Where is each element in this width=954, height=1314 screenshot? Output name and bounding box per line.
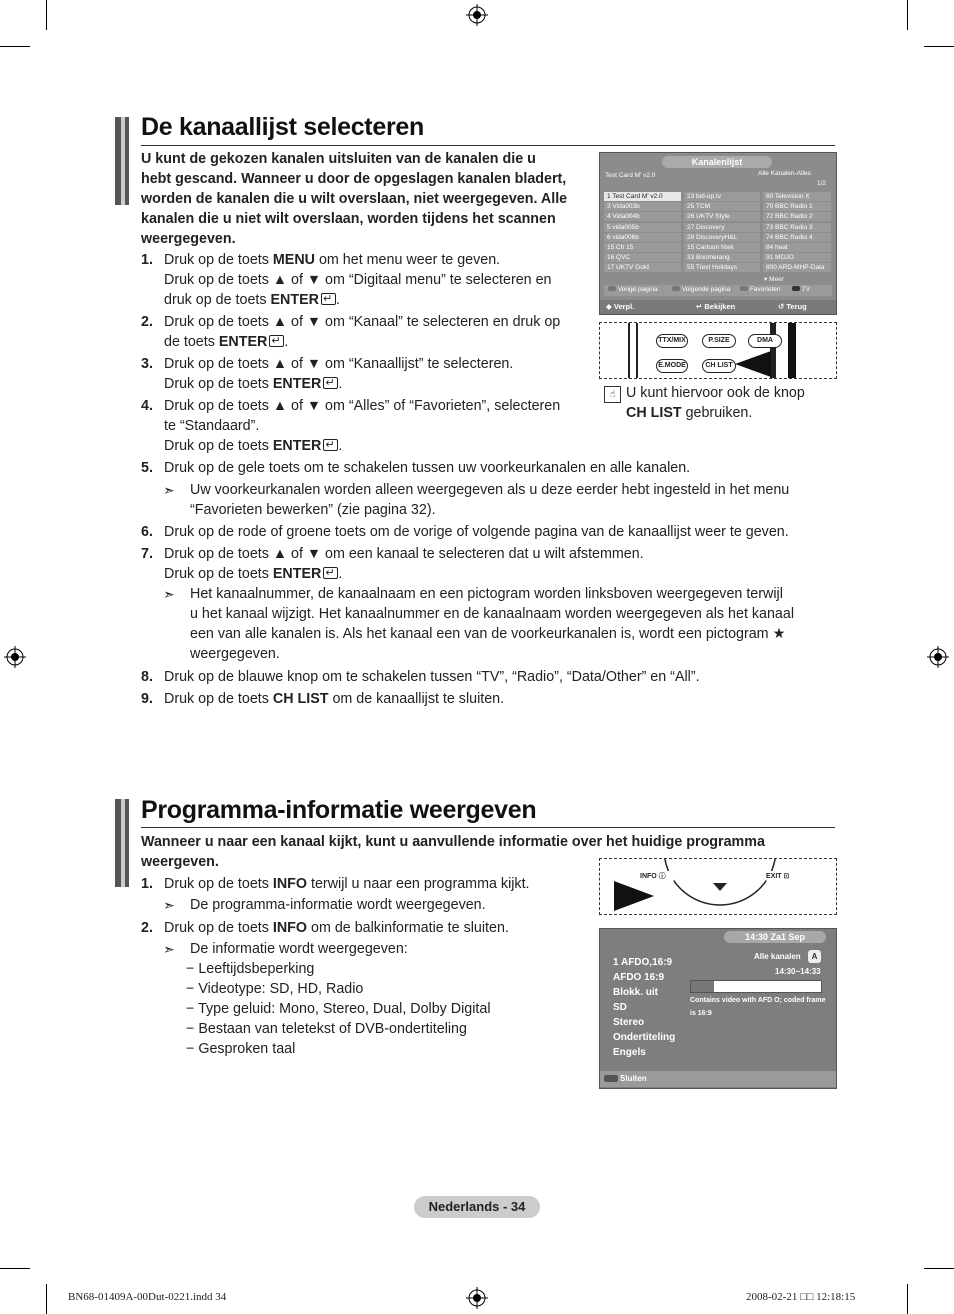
channel-row[interactable] [604,223,681,232]
section-bar-highlight [121,799,125,887]
channel-row[interactable] [684,192,760,201]
note-arrow-icon: ➣ [163,482,175,498]
current-channel: Test Card M' v2.0 [605,172,656,179]
enter-icon [269,335,284,347]
note-info-list: ➣ De informatie wordt weergegeven: [163,941,408,957]
channel-row[interactable] [763,202,831,211]
nav-bar: ◆ Verpl. ↵ Bekijken ↺ Terug [600,300,836,314]
channel-row[interactable] [763,243,831,252]
more-label: ▾ Meer [764,276,784,283]
channel-name: 23 bid-up.tv [687,193,721,200]
remote-control-illustration [599,322,837,379]
channel-name: 3 Vida003b [607,203,640,211]
channel-row[interactable] [684,263,760,272]
step-2: 2. Druk op de toets INFO om de balkinformatie te sluiten. [141,920,509,936]
info-item-list [186,959,586,1059]
section-title: Programma-informatie weergeven [141,796,537,824]
channel-name: 55 Ttext Holidays [687,264,738,272]
channel-name: 25 TCM [687,203,710,211]
channel-row[interactable] [604,212,681,221]
channel-group: Alle kanalen [754,952,801,961]
enter-icon [323,377,338,389]
step-8: 8. Druk op de blauwe knop om te schakelen tussen “TV”, “Radio”, “Data/Other” en “All”. [141,669,700,685]
list-item: − Leeftijdsbeperking [186,961,315,977]
channel-row[interactable] [763,253,831,262]
enter-icon [323,567,338,579]
progress-fill [691,981,714,992]
channel-row[interactable] [604,243,681,252]
step-1: 1. Druk op de toets MENU om het menu weer te geven. Druk op de toets ▲ of ▼ om “Digitaal menu” te selecteren en druk op de toets ENTER↵ . [141,250,601,310]
close-label[interactable]: Sluiten [620,1074,647,1083]
channel-row[interactable] [763,192,831,201]
intro-text: Wanneer u naar een kanaal kijkt, kunt u aanvullende informatie over het huidige programma weergeven. [141,834,765,870]
page-indicator: 1/2 [817,180,827,187]
step-4: 4. Druk op de toets ▲ of ▼ om “Alles” of “Favorieten”, selecteren te “Standaard”. Druk op de toets ENTER↵ . [141,396,601,456]
screen-title: Kanalenlijst [662,156,772,168]
channel-name: 33 Boomerang [687,254,730,262]
channel-row[interactable] [763,263,831,272]
channel-row[interactable] [684,233,760,242]
legend-bar: Vorige pagina Volgende pagina Favorieten TV [604,285,832,296]
registration-mark-bottom [466,1287,488,1309]
ch-list-button[interactable]: CH LIST [702,359,736,373]
step-7: 7. Druk op de toets ▲ of ▼ om een kanaal te selecteren dat u wilt afstemmen. Druk op de toets ENTER↵ . [141,544,835,584]
channel-row[interactable] [684,212,760,221]
list-item: − Type geluid: Mono, Stereo, Dual, Dolby Digital [186,1001,491,1017]
section-bar-highlight [121,117,125,205]
channel-row[interactable] [684,223,760,232]
psize-button[interactable]: P.SIZE [702,334,736,348]
time-span: 14:30~14:33 [775,967,821,976]
slug-left: BN68-01409A-00Dut-0221.indd 34 [68,1291,227,1303]
section-title: De kanaallijst selecteren [141,113,424,141]
channel-row[interactable] [604,202,681,211]
note-arrow-icon: ➣ [163,586,175,602]
channel-row[interactable] [684,202,760,211]
program-description: Contains video with AFD O; coded frame [690,997,826,1004]
channel-name: 4 Vida004b [607,213,640,221]
channel-row[interactable] [604,192,681,201]
section-rule [141,145,835,146]
step-3: 3. Druk op de toets ▲ of ▼ om “Kanaallijst” te selecteren. Druk op de toets ENTER↵ . [141,354,601,394]
section-rule [141,827,835,828]
channel-name: 1 Test Card M' v2.0 [607,193,663,200]
channel-name: 74 BBC Radio 4 [766,233,813,241]
channel-name: 84 heat [766,244,788,251]
list-mode: Alle Kanalen-Alles [758,170,811,177]
intro-text: U kunt de gekozen kanalen uitsluiten van de kanalen die u hebt gescand. Wanneer u door de opgeslagen kanalen bladert, worden de kanalen die u wilt overslaan, niet weergegeven. Alle kanalen die u niet wilt overslaan, worden tijdens het scannen weergegeven. [141,151,568,247]
dpad-icon [655,858,785,909]
dma-button[interactable]: DMA [748,334,782,348]
emode-button[interactable]: E.MODE [656,359,688,373]
info-button[interactable]: INFO ⓘ [640,871,674,883]
channel-name: 60 Television X [766,193,810,200]
channel-row[interactable] [763,223,831,232]
channel-row[interactable] [604,263,681,272]
close-bar [600,1071,836,1087]
progress-bar [690,980,822,993]
registration-mark-top [466,4,488,26]
pointer-arrow-icon [614,881,654,911]
pointer-arrow-icon [735,351,771,377]
step-1: 1. Druk op de toets INFO terwijl u naar een programma kijkt. [141,876,530,892]
step-5: 5. Druk op de gele toets om te schakelen tussen uw voorkeurkanalen en alle kanalen. [141,460,691,476]
hand-note-icon: ☝ [604,386,621,403]
channel-name: 73 BBC Radio 3 [766,223,813,231]
channel-row[interactable] [763,233,831,242]
channel-name: 5 vida005b [607,223,639,231]
registration-mark-left [4,646,26,668]
channel-name: 15 Cartoon Nwk [687,244,734,251]
exit-icon [604,1075,618,1082]
channel-row[interactable] [604,253,681,262]
page-number: Nederlands - 34 [414,1196,540,1218]
channel-name: 800 ARD-MHP-Data [766,264,825,272]
channel-row[interactable] [684,253,760,262]
note-info-shown: ➣ De programma-informatie wordt weergegeven. [163,897,486,913]
list-item: − Videotype: SD, HD, Radio [186,981,364,997]
age-badge: A [808,950,821,963]
channel-list-screen [599,152,837,315]
channel-name: 27 Discovery [687,223,725,231]
channel-row[interactable] [684,243,760,252]
channel-name: 70 BBC Radio 1 [766,203,813,211]
channel-name: 28 DiscoveryH&L [687,233,738,241]
channel-name: 6 vida006b [607,233,639,241]
note-channel-icon: ➣ Het kanaalnummer, de kanaalnaam en een pictogram worden linksboven weergegeven terwijl u het kanaal wijzigt. Het kanaalnummer en de kanaalnaam worden weergegeven als het kanaal een van alle kanalen is. Als het kanaal een van de voorkeurkanalen is, wordt een pictogram ★ weergegeven. [163,586,795,662]
ttx-mix-button[interactable]: TTX/MIX [656,334,688,348]
list-item: − Gesproken taal [186,1041,296,1057]
time-label: 14:30 Za1 Sep [724,931,826,943]
channel-row[interactable] [604,233,681,242]
enter-icon [321,293,336,305]
channel-name: 16 QVC [607,254,631,262]
channel-name: 15 Ch 15 [607,244,634,251]
step-9: 9. Druk op de toets CH LIST om de kanaallijst te sluiten. [141,691,505,707]
exit-button[interactable]: EXIT ⊡ [766,871,800,883]
channel-row[interactable] [763,212,831,221]
channel-name: 26 UKTV Style [687,213,730,221]
note-arrow-icon: ➣ [163,941,175,957]
program-info-screen [599,928,837,1089]
list-item: − Bestaan van teletekst of DVB-ondertiteling [186,1021,467,1037]
remote-info-illustration [599,858,837,915]
step-6: 6. Druk op de rode of groene toets om de vorige of volgende pagina van de kanaallijst weer te geven. [141,524,789,540]
registration-mark-right [927,646,949,668]
step-2: 2. Druk op de toets ▲ of ▼ om “Kanaal” te selecteren en druk op de toets ENTER↵ . [141,312,601,352]
enter-icon [323,439,338,451]
slug-right: 2008-02-21 □□ 12:18:15 [746,1291,856,1303]
channel-name: 91 MOJO [766,254,794,262]
note-favorites: ➣ Uw voorkeurkanalen worden alleen weergegeven als u deze eerder hebt ingesteld in het menu “Favorieten bewerken” (zie pagina 32). [163,482,790,518]
program-description-2: is 16:9 [690,1010,712,1017]
channel-name: 72 BBC Radio 2 [766,213,813,221]
info-left: 1 AFDO,16:9 AFDO 16:9 Blokk. uit SD Stereo Ondertiteling Engels [613,957,676,1058]
channel-name: 17 UKTV Gold [607,264,649,272]
note-arrow-icon: ➣ [163,897,175,913]
